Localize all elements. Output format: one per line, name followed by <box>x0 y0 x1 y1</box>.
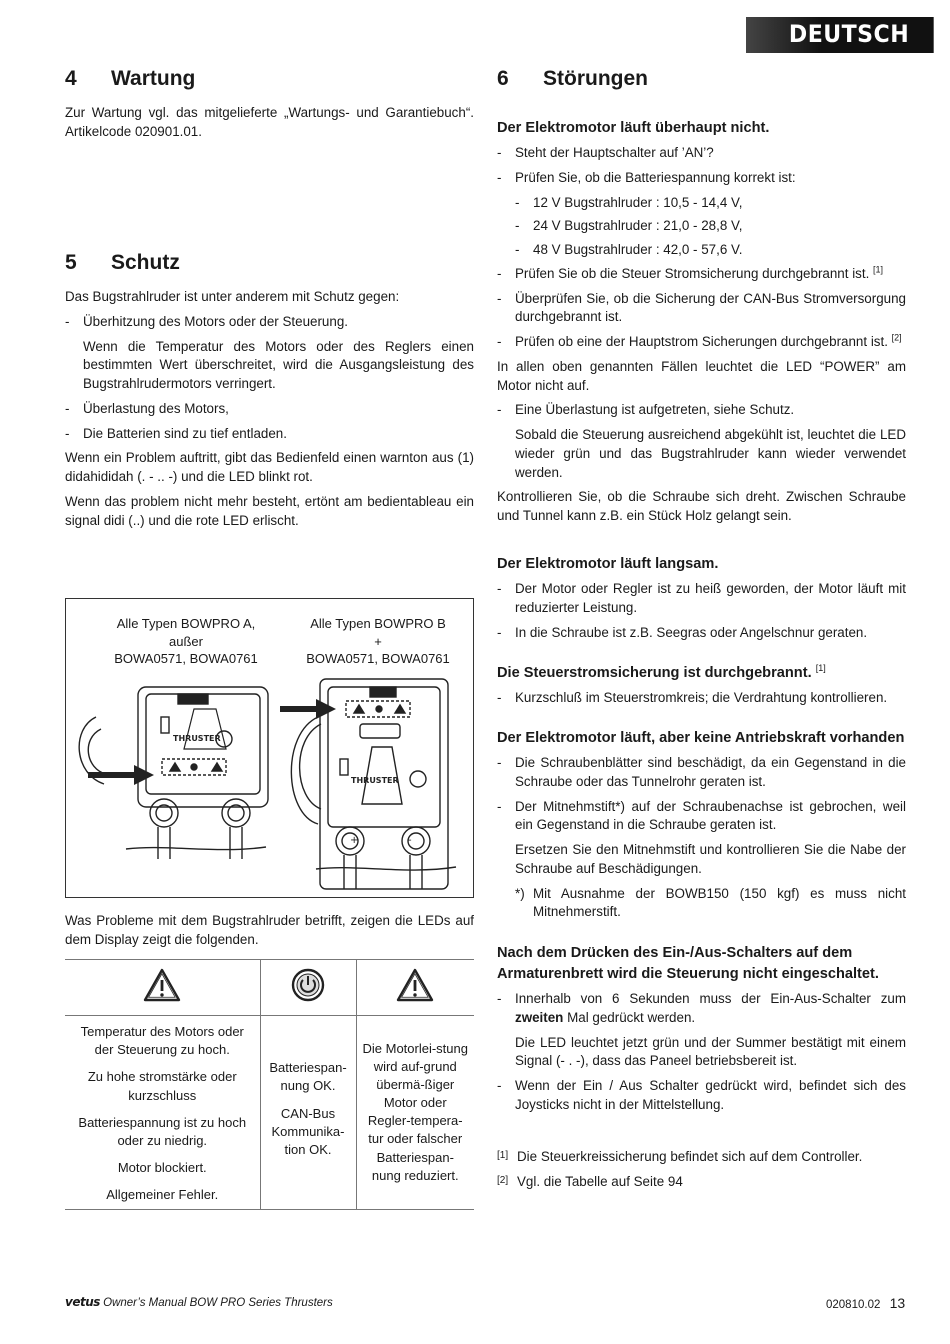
paragraph: Wenn ein Problem auftritt, gibt das Bedienfeld einen warnton aus (1) didahididah (. - .. -) und die LED blinkt rot. <box>65 450 474 485</box>
table-cell-text: Batteriespannung ist zu hoch oder zu niedrig. <box>78 1114 247 1148</box>
page-number: 13 <box>889 1295 906 1311</box>
paragraph: Das Bugstrahlruder ist unter anderem mit Schutz gegen: <box>65 289 400 304</box>
list-item: - Prüfen Sie, ob die Batteriespannung korrekt ist: <box>497 169 796 185</box>
plus-label: + <box>350 835 359 846</box>
section-title: Störungen <box>543 67 648 90</box>
list-item: - Überhitzung des Motors oder der Steuerung. <box>65 313 474 332</box>
warning-icon <box>395 967 435 1003</box>
section-number: 6 <box>497 67 509 90</box>
list-item: - Wenn der Ein / Aus Schalter gedrückt wird, befindet sich des Joysticks nicht in der Mittelstellung. <box>497 1078 906 1112</box>
footer-left <box>65 1294 333 1311</box>
table-cell-text: Motor blockiert. <box>117 1160 207 1176</box>
section-number: 5 <box>65 251 77 274</box>
subheading: Die Steuerstromsicherung ist durchgebrannt. [1] <box>497 663 826 681</box>
list-item: - Überlastung des Motors, <box>65 400 474 419</box>
controller-illustration <box>66 599 473 897</box>
table-cell-text: Die Motorlei-stung wird auf-grund übermä-ßiger Motor oder Regler-tempera-tur oder falscher Batteriespan-nung reduziert. <box>362 1040 468 1183</box>
footnote-ref: [1] <box>873 264 884 275</box>
section-title: Schutz <box>111 251 180 274</box>
power-icon <box>290 967 326 1003</box>
language-label: DEUTSCH <box>788 20 910 49</box>
list-item: - Überprüfen Sie, ob die Sicherung der CAN-Bus Stromversorgung durchgebrannt ist. <box>497 290 906 325</box>
led-table <box>65 959 474 1210</box>
list-item-text: Überlastung des Motors, <box>83 400 229 416</box>
warning-icon <box>142 967 182 1003</box>
table-cell-text: Temperatur des Motors oder der Steuerung zu hoch. <box>80 1024 244 1058</box>
list-item: - Der Motor oder Regler ist zu heiß geworden, der Motor läuft mit reduzierter Leistung. <box>497 581 906 615</box>
warning-led-header <box>65 960 260 1016</box>
section-4-text: Zur Wartung vgl. das mitgelieferte „Wartungs- und Garantiebuch“. Artikelcode 020901.01. <box>65 105 474 139</box>
list-item-detail: Wenn die Temperatur des Motors oder des Reglers einen bestimmten Wert überschreitet, wird die Ausgangsleistung des Bugstrahlrudermotors verringert. <box>83 338 474 392</box>
power-led-meanings <box>260 1016 356 1210</box>
list-item: - Kurzschluß im Steuerstromkreis; die Verdrahtung kontrollieren. <box>497 690 888 705</box>
list-item-detail: Ersetzen Sie den Mitnehmstift und kontrollieren Sie die Nabe der Schraube auf Beschädigungen. <box>515 842 906 876</box>
list-item: - Eine Überlastung ist aufgetreten, siehe Schutz. <box>497 402 795 418</box>
voltage-item: - 24 V Bugstrahlruder : 21,0 - 28,8 V, <box>515 218 743 234</box>
warning-led-meanings <box>65 1016 260 1210</box>
list-item: - Die Batterien sind zu tief entladen. <box>65 425 474 444</box>
thruster-brand-b: THRUSTER <box>351 776 399 785</box>
document-code: 020810.02 <box>826 1299 881 1311</box>
list-item: - Steht der Hauptschalter auf ’AN’? <box>497 145 714 160</box>
table-cell-text: Zu hohe stromstärke oder kurzschluss <box>87 1069 237 1103</box>
section-5-body <box>65 288 474 536</box>
voltage-item: - 48 V Bugstrahlruder : 42,0 - 57,6 V. <box>515 242 743 258</box>
list-item-text: Die Batterien sind zu tief entladen. <box>83 425 287 441</box>
thruster-brand: THRUSTER <box>173 734 221 743</box>
paragraph: Kontrollieren Sie, ob die Schraube sich dreht. Zwischen Schraube und Tunnel kann z.B. ein Stück Holz gelangt sein. <box>497 489 906 524</box>
footnote-2: [2] Vgl. die Tabelle auf Seite 94 <box>497 1174 683 1189</box>
figure-caption-a: Alle Typen BOWPRO A, außer BOWA0571, BOWA0761 <box>114 616 258 667</box>
section-title: Wartung <box>111 67 196 90</box>
subheading: Nach dem Drücken des Ein-/Aus-Schalters auf dem Armaturenbrett wird die Steuerung nicht eingeschaltet. <box>497 945 879 983</box>
minus-label: - <box>408 835 412 846</box>
subsection-no-thrust <box>497 754 906 927</box>
footnote-ref: [2] <box>891 332 902 343</box>
table-cell-text: Allgemeiner Fehler. <box>106 1187 219 1203</box>
voltage-item: - 12 V Bugstrahlruder : 10,5 - 14,4 V, <box>515 194 743 210</box>
footnote-1: [1] Die Steuerkreissicherung befindet sich auf dem Controller. <box>497 1149 863 1164</box>
manual-title: Owner’s Manual BOW PRO Series Thrusters <box>103 1297 333 1309</box>
figure-caption-b: Alle Typen BOWPRO B + BOWA0571, BOWA0761 <box>306 616 450 667</box>
list-item: - Die Schraubenblätter sind beschädigt, da ein Gegenstand in die Schraube oder das Tunnelrohr geraten ist. <box>497 755 906 789</box>
section-6-heading <box>497 64 648 93</box>
footnote-ref: [1] <box>815 663 826 674</box>
footer-right <box>826 1294 905 1314</box>
subsection-not-switching-on <box>497 990 906 1121</box>
list-item: - In die Schraube ist z.B. Seegras oder Angelschnur geraten. <box>497 624 868 640</box>
list-item-detail: Die LED leuchtet jetzt grün und der Summer bestätigt mit einem Signal (- . -), dass das Paneel betriebsbereit ist. <box>515 1034 906 1069</box>
brand-logo: vetus <box>65 1295 100 1309</box>
list-item: - Prüfen Sie ob die Steuer Stromsicherung durchgebrannt ist. [1] <box>497 264 884 281</box>
paragraph: Wenn das problem nicht mehr besteht, ertönt am bedientableau ein signal didi (..) und die rote LED erlischt. <box>65 493 474 528</box>
subheading: Der Elektromotor läuft überhaupt nicht. <box>497 120 770 136</box>
subheading: Der Elektromotor läuft, aber keine Antriebskraft vorhanden <box>497 730 905 746</box>
subsection-motor-not-running <box>497 144 906 532</box>
list-item-detail: Sobald die Steuerung ausreichend abgekühlt ist, leuchtet die LED wieder grün und das Bugstrahlruder kann wieder verwendet werden. <box>515 427 906 480</box>
subsection-fuse-blown <box>497 689 906 714</box>
note: *) Mit Ausnahme der BOWB150 (150 kgf) es muss nicht Mitnehmerstift. <box>515 885 906 920</box>
list-item: - Prüfen ob eine der Hauptstrom Sicherungen durchgebrannt ist. [2] <box>497 332 902 350</box>
subheading: Der Elektromotor läuft langsam. <box>497 556 719 572</box>
list-item-text: Überhitzung des Motors oder der Steuerung. <box>83 313 348 329</box>
section-5-heading <box>65 248 180 277</box>
reduced-power-led-header <box>356 960 474 1016</box>
section-4-heading <box>65 64 195 93</box>
power-led-header <box>260 960 356 1016</box>
list-item: - Der Mitnehmstift*) auf der Schraubenachse ist gebrochen, weil ein Gegenstand in die Schraube geraten ist. <box>497 798 906 833</box>
subsection-motor-slow <box>497 580 906 648</box>
controller-figure <box>65 598 474 898</box>
table-cell-text: Batteriespan-nung OK. <box>269 1060 347 1094</box>
table-cell-text: CAN-Bus Kommunika-tion OK. <box>271 1105 345 1158</box>
reduced-power-meaning <box>356 1016 474 1210</box>
list-item: - Innerhalb von 6 Sekunden muss der Ein-Aus-Schalter zum zweiten Mal gedrückt werden. <box>497 991 906 1025</box>
led-intro: Was Probleme mit dem Bugstrahlruder betrifft, zeigen die LEDs auf dem Display zeigt die folgenden. <box>65 913 474 947</box>
language-tab <box>746 17 934 53</box>
section-number: 4 <box>65 67 77 90</box>
paragraph: In allen oben genannten Fällen leuchtet die LED “POWER” am Motor nicht auf. <box>497 358 906 393</box>
